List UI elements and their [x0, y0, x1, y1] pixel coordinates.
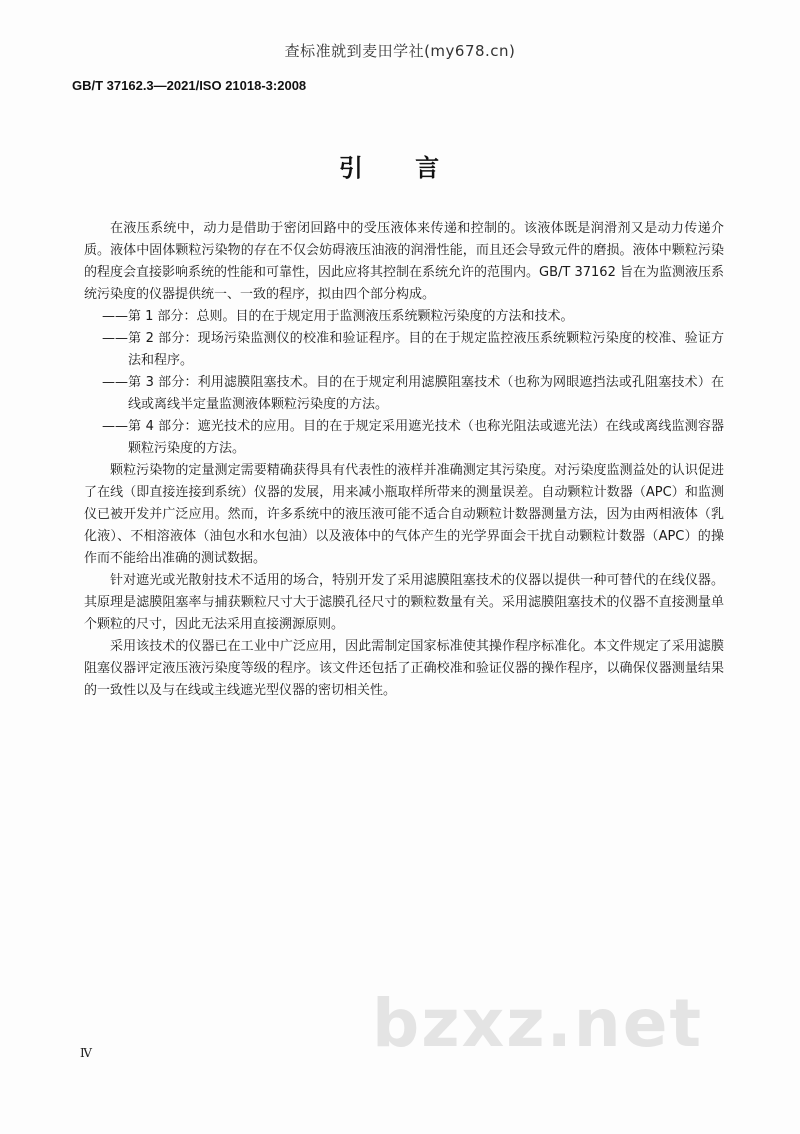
page-title: 引 言 — [338, 154, 462, 182]
body-paragraph-2: 针对遮光或光散射技术不适用的场合，特别开发了采用滤膜阻塞技术的仪器以提供一种可替代的在线仪器。其原理是滤膜阻塞率与捕获颗粒尺寸大于滤膜孔径尺寸的颗粒数量有关。采用滤膜阻塞技术的仪器不直接测量单个颗粒的尺寸，因此无法采用直接溯源原则。 — [84, 573, 724, 632]
standard-id: GB/T 37162.3—2021/ISO 21018-3:2008 — [72, 78, 307, 93]
part-item-2: ——第 2 部分：现场污染监测仪的校准和验证程序。目的在于规定监控液压系统颗粒污染度的校准、验证方法和程序。 — [102, 331, 724, 368]
body-paragraph-1: 颗粒污染物的定量测定需要精确获得具有代表性的液样并准确测定其污染度。对污染度监测益处的认识促进了在线（即直接连接到系统）仪器的发展，用来减小瓶取样所带来的测量误差。自动颗粒计数器（APC）和监测仪已被开发并广泛应用。然而，许多系统中的液压液可能不适合自动颗粒计数器测量方法，因为由两相液体（乳化液）、不相溶液体（油包水和水包油）以及液体中的气体产生的光学界面会干扰自动颗粒计数器（APC）的操作而不能给出准确的测试数据。 — [84, 463, 724, 566]
intro-paragraph: 在液压系统中，动力是借助于密闭回路中的受压液体来传递和控制的。该液体既是润滑剂又是动力传递介质。液体中固体颗粒污染物的存在不仅会妨碍液压油液的润滑性能，而且还会导致元件的磨损。液体中颗粒污染的程度会直接影响系统的性能和可靠性，因此应将其控制在系统允许的范围内。GB/T 37162 旨在为监测液压系统污染度的仪器提供统一、一致的程序，拟由四个部分构成。 — [84, 221, 724, 302]
watermark-text: bzxz.net — [372, 985, 704, 1062]
page-number: Ⅳ — [80, 1046, 92, 1060]
document-body — [84, 218, 724, 702]
part-item-3: ——第 3 部分：利用滤膜阻塞技术。目的在于规定利用滤膜阻塞技术（也称为网眼遮挡法或孔阻塞技术）在线或离线半定量监测液体颗粒污染度的方法。 — [102, 375, 724, 412]
body-paragraph-3: 采用该技术的仪器已在工业中广泛应用，因此需制定国家标准使其操作程序标准化。本文件规定了采用滤膜阻塞仪器评定液压液污染度等级的程序。该文件还包括了正确校准和验证仪器的操作程序，以确保仪器测量结果的一致性以及与在线或主线遮光型仪器的密切相关性。 — [84, 639, 724, 698]
site-header-text: 查标准就到麦田学社(my678.cn) — [284, 42, 516, 60]
part-item-1: ——第 1 部分：总则。目的在于规定用于监测液压系统颗粒污染度的方法和技术。 — [102, 309, 574, 324]
part-item-4: ——第 4 部分：遮光技术的应用。目的在于规定采用遮光技术（也称光阻法或遮光法）在线或离线监测容器颗粒污染度的方法。 — [102, 419, 724, 456]
